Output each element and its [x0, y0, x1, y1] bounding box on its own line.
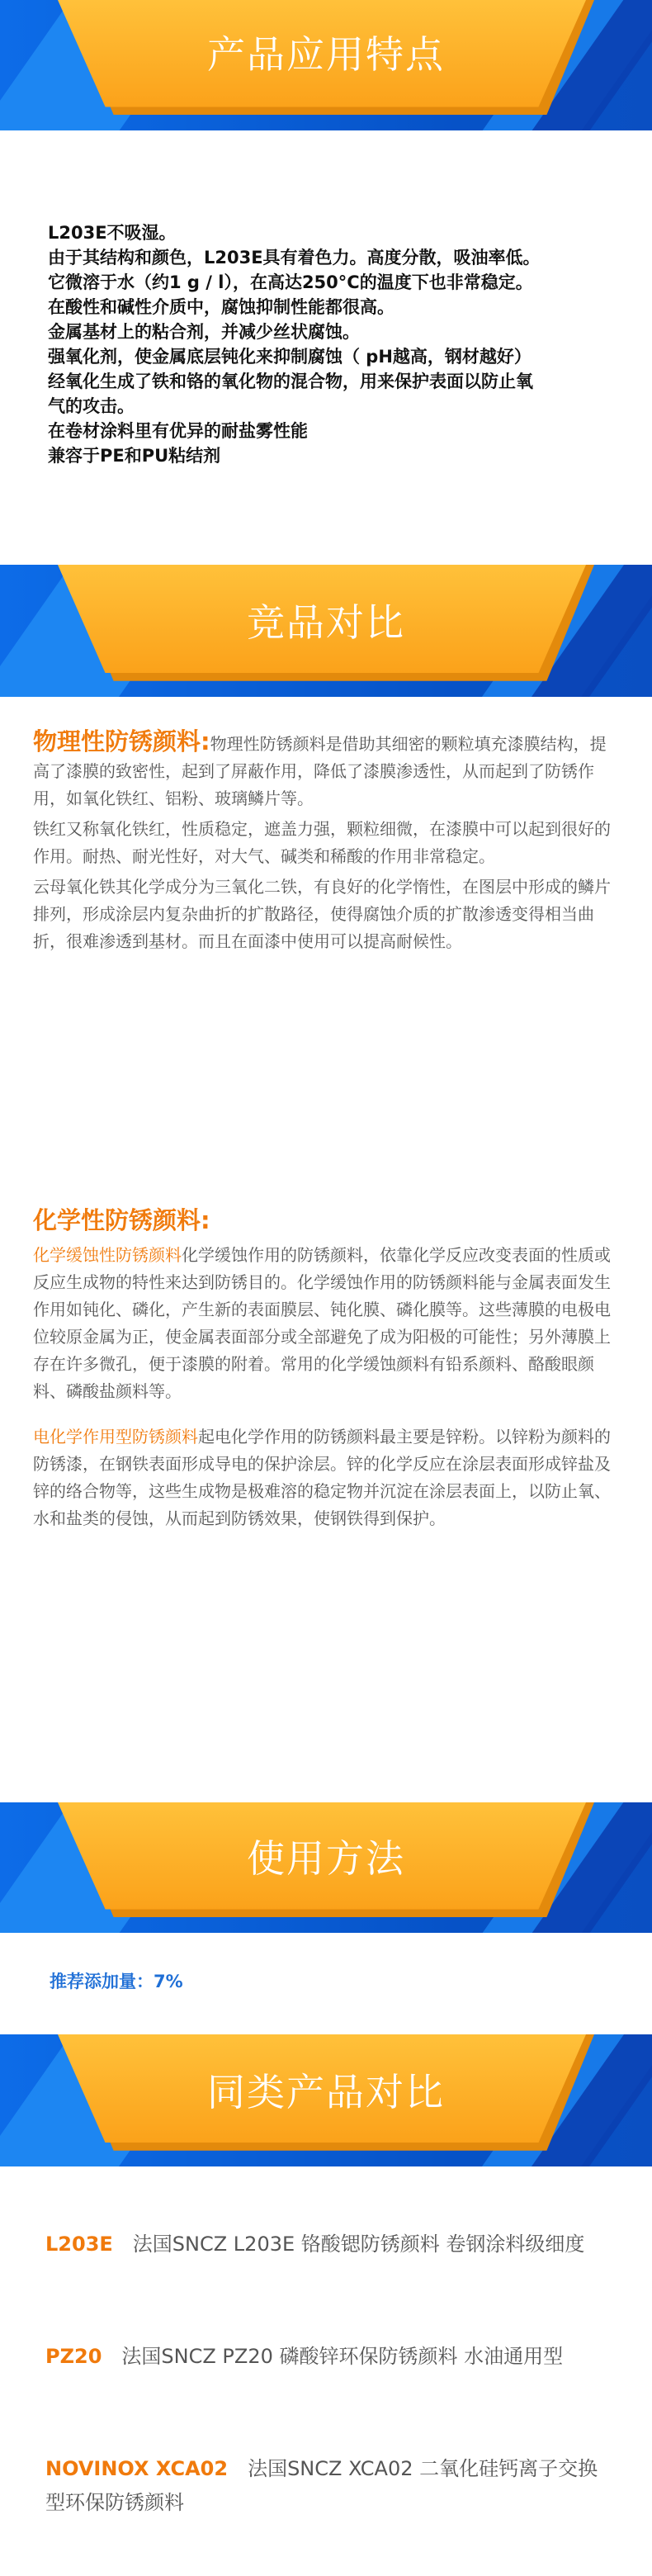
section-banner-similar — [0, 2034, 652, 2166]
section-banner-comparison — [0, 565, 652, 697]
similar-item — [45, 2228, 615, 2261]
chemical-paragraph — [33, 1423, 621, 1532]
chemical-p2-lead: 电化学作用型防锈颜料 — [33, 1427, 198, 1447]
physical-intro — [33, 728, 621, 812]
similar-item-code: PZ20 — [45, 2345, 102, 2368]
feature-line: 在卷材涂料里有优异的耐盐雾性能 — [48, 421, 308, 441]
chemical-heading-line — [33, 1207, 621, 1237]
section-banner-usage — [0, 1802, 652, 1933]
similar-item — [45, 2340, 615, 2374]
section-banner-features — [0, 0, 652, 130]
physical-section — [33, 728, 621, 955]
section-title: 竞品对比 — [247, 600, 405, 645]
recommended-dosage: 推荐添加量：7% — [50, 1972, 183, 1991]
similar-item-code: NOVINOX XCA02 — [45, 2457, 229, 2480]
feature-line: 强氧化剂，使金属底层钝化来抑制腐蚀（ pH越高，钢材越好） — [48, 347, 532, 367]
feature-line: 它微溶于水（约1 g / l），在高达250°C的温度下也非常稳定。 — [48, 272, 533, 292]
features-list — [48, 220, 617, 468]
feature-line: 兼容于PE和PU粘结剂 — [48, 446, 221, 466]
chemical-section — [33, 1207, 621, 1532]
chemical-p2-text: 起电化学作用的防锈颜料最主要是锌粉。以锌粉为颜料的防锈漆，在钢铁表面形成导电的保护涂层。锌的化学反应在涂层表面形成锌盐及锌的络合物等，这些生成物是极难溶的稳定物并沉淀在涂层表面上，以防止氧、水和盐类的侵蚀，从而起到防锈效果，使钢铁得到保护。 — [33, 1427, 611, 1528]
similar-item-desc: 法国SNCZ L203E 铬酸锶防锈颜料 卷钢涂料级细度 — [132, 2233, 585, 2256]
physical-paragraph: 铁红又称氧化铁红，性质稳定，遮盖力强，颗粒细微，在漆膜中可以起到很好的作用。耐热、耐光性好，对大气、碱类和稀酸的作用非常稳定。 — [33, 819, 611, 866]
chemical-p1-text: 化学缓蚀作用的防锈颜料，依靠化学反应改变表面的性质或反应生成物的特性来达到防锈目的。化学缓蚀作用的防锈颜料能与金属表面发生作用如钝化、磷化，产生新的表面膜层、钝化膜、磷化膜等。这些薄膜的电极电位较原金属为正，使金属表面部分或全部避免了成为阳极的可能性；另外薄膜上存在许多微孔，便于漆膜的附着。常用的化学缓蚀颜料有铅系颜料、酪酸眼颜料、磷酸盐颜料等。 — [33, 1245, 611, 1401]
feature-line: L203E不吸湿。 — [48, 223, 177, 243]
section-title: 同类产品对比 — [207, 2070, 445, 2114]
feature-line: 在酸性和碱性介质中，腐蚀抑制性能都很高。 — [48, 297, 395, 317]
feature-line: 气的攻击。 — [48, 396, 135, 416]
chemical-paragraph — [33, 1242, 621, 1405]
similar-item-code: L203E — [45, 2233, 113, 2256]
feature-line: 由于其结构和颜色，L203E具有着色力。高度分散，吸油率低。 — [48, 248, 541, 268]
similar-item — [45, 2452, 615, 2520]
feature-line: 经氧化生成了铁和铬的氧化物的混合物，用来保护表面以防止氧 — [48, 372, 533, 391]
physical-heading: 物理性防锈颜料: — [33, 727, 210, 755]
physical-intro-text: 物理性防锈颜料是借助其细密的颗粒填充漆膜结构，提高了漆膜的致密性，起到了屏蔽作用，降低了漆膜渗透性，从而起到了防锈作用，如氧化铁红、铝粉、玻璃鳞片等。 — [33, 734, 607, 808]
similar-item-desc: 法国SNCZ PZ20 磷酸锌环保防锈颜料 水油通用型 — [121, 2345, 564, 2368]
feature-line: 金属基材上的粘合剂，并减少丝状腐蚀。 — [48, 322, 360, 342]
chemical-p1-lead: 化学缓蚀性防锈颜料 — [33, 1245, 182, 1265]
similar-item-desc: 法国SNCZ XCA02 二氧化硅钙离子交换型环保防锈颜料 — [45, 2457, 598, 2514]
chemical-heading: 化学性防锈颜料: — [33, 1206, 210, 1234]
section-title: 使用方法 — [247, 1836, 405, 1881]
section-title: 产品应用特点 — [207, 32, 445, 77]
physical-paragraph: 云母氧化铁其化学成分为三氧化二铁，有良好的化学惰性，在图层中形成的鳞片排列，形成涂层内复杂曲折的扩散路径，使得腐蚀介质的扩散渗透变得相当曲折，很难渗透到基材。而且在面漆中使用可以提高耐候性。 — [33, 877, 611, 951]
